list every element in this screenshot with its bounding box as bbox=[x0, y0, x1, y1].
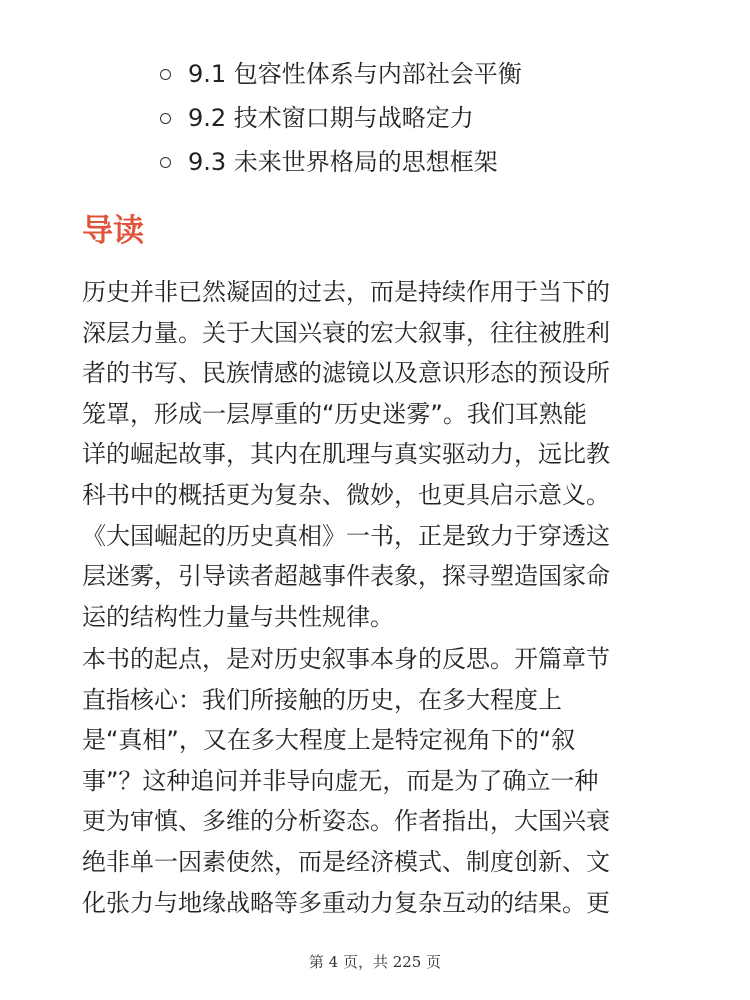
paragraph-line: 直指核心：我们所接触的历史，在多大程度上 bbox=[82, 685, 562, 714]
toc-item-label: 9.3 未来世界格局的思想框架 bbox=[188, 148, 498, 176]
circle-bullet-icon bbox=[160, 69, 171, 80]
page-number: 第 4 页，共 225 页 bbox=[308, 953, 442, 971]
toc-item-label: 9.1 包容性体系与内部社会平衡 bbox=[188, 60, 522, 88]
paragraph-line: 更为审慎、多维的分析姿态。作者指出，大国兴衰 bbox=[82, 807, 610, 836]
paragraph-line: 《大国崛起的历史真相》一书，正是致力于穿透这 bbox=[82, 521, 610, 550]
body-paragraph bbox=[82, 639, 682, 923]
paragraph-line: 详的崛起故事，其内在肌理与真实驱动力，远比教 bbox=[82, 440, 610, 469]
paragraph-line: 本书的起点，是对历史叙事本身的反思。开篇章节 bbox=[82, 645, 610, 673]
circle-bullet-icon bbox=[160, 157, 171, 168]
body-paragraph bbox=[82, 272, 682, 637]
toc-item[interactable] bbox=[160, 140, 522, 184]
section-heading: 导读 bbox=[82, 213, 144, 249]
paragraph-line: 历史并非已然凝固的过去，而是持续作用于当下的 bbox=[82, 278, 610, 306]
paragraph-line: 是“真相”，又在多大程度上是特定视角下的“叙 bbox=[82, 726, 576, 755]
paragraph-line: 化张力与地缘战略等多重动力复杂互动的结果。更 bbox=[82, 888, 610, 917]
paragraph-line: 科书中的概括更为复杂、微妙，也更具启示意义。 bbox=[82, 480, 610, 509]
paragraph-line: 运的结构性力量与共性规律。 bbox=[82, 602, 394, 631]
paragraph-line: 深层力量。关于大国兴衰的宏大叙事，往往被胜利 bbox=[82, 318, 610, 347]
paragraph-line: 层迷雾，引导读者超越事件表象，探寻塑造国家命 bbox=[82, 562, 610, 591]
table-of-contents bbox=[160, 52, 522, 184]
toc-item[interactable] bbox=[160, 52, 522, 96]
paragraph-line: 事”？这种追问并非导向虚无，而是为了确立一种 bbox=[82, 766, 599, 795]
toc-item-label: 9.2 技术窗口期与战略定力 bbox=[188, 104, 474, 132]
circle-bullet-icon bbox=[160, 113, 171, 124]
paragraph-line: 者的书写、民族情感的滤镜以及意识形态的预设所 bbox=[82, 359, 610, 388]
paragraph-line: 绝非单一因素使然，而是经济模式、制度创新、文 bbox=[82, 847, 610, 876]
paragraph-line: 笼罩，形成一层厚重的“历史迷雾”。我们耳熟能 bbox=[82, 399, 587, 428]
toc-item[interactable] bbox=[160, 96, 522, 140]
